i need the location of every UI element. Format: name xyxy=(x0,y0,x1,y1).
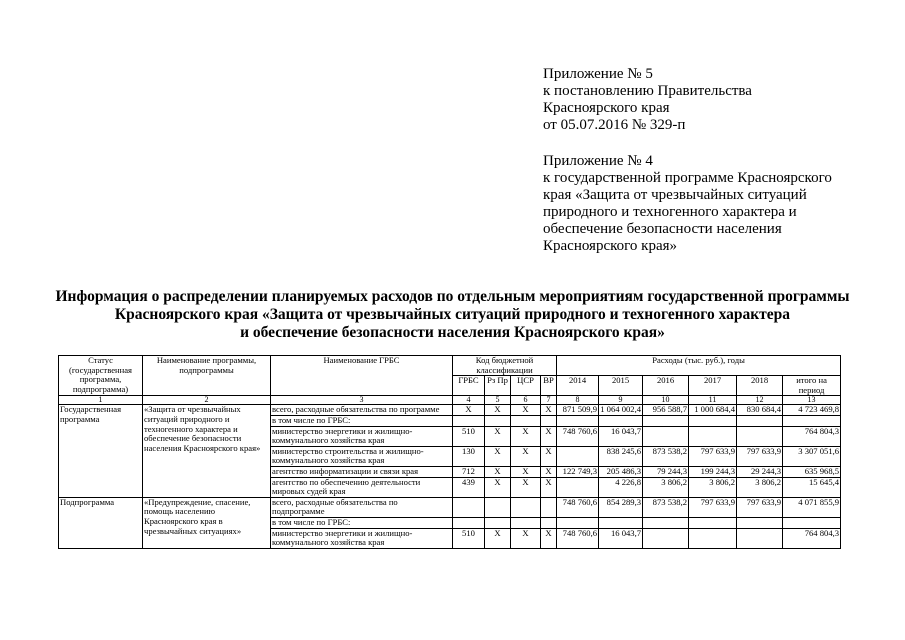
amount-cell: 4 071 855,9 xyxy=(783,497,841,517)
code-cell: X xyxy=(485,477,511,497)
header-year-2015: 2015 xyxy=(599,376,643,396)
header-grbs: Наименование ГРБС xyxy=(271,356,453,396)
amount-cell: 16 043,7 xyxy=(599,528,643,548)
amount-cell: 199 244,3 xyxy=(689,466,737,477)
appendix-5-line: к постановлению Правительства xyxy=(543,83,752,99)
header-name: Наименование программы, подпрограммы xyxy=(143,356,271,396)
code-cell xyxy=(511,415,541,426)
appendix-4-line: Красноярского края» xyxy=(543,238,678,254)
grbs-name-cell: министерство строительства и жилищно-коммунального хозяйства края xyxy=(271,446,453,466)
code-cell: X xyxy=(485,405,511,416)
amount-cell: 797 633,9 xyxy=(689,446,737,466)
amount-cell: 1 064 002,4 xyxy=(600,404,642,415)
amount-cell xyxy=(737,517,783,528)
amount-cell: 205 486,3 xyxy=(599,466,643,477)
grbs-name-cell: агентство информатизации и связи края xyxy=(271,466,453,477)
amount-cell: 4 723 469,8 xyxy=(783,405,841,416)
amount-cell: 122 749,3 xyxy=(557,466,599,477)
amount-cell: 3 806,2 xyxy=(689,477,737,497)
grbs-name-cell: министерство энергетики и жилищно-коммунального хозяйства края xyxy=(271,528,453,548)
column-index: 11 xyxy=(689,396,737,405)
code-cell: X xyxy=(485,528,511,548)
grbs-name-cell: агентство по обеспечению деятельности мировых судей края xyxy=(271,477,453,497)
code-cell: X xyxy=(511,466,541,477)
code-cell xyxy=(453,517,485,528)
budget-table xyxy=(58,355,841,549)
amount-cell xyxy=(689,528,737,548)
column-index: 7 xyxy=(541,396,557,405)
amount-cell: 748 760,6 xyxy=(557,497,599,517)
code-cell xyxy=(541,497,557,517)
amount-cell: 4 226,8 xyxy=(599,477,643,497)
code-cell: 510 xyxy=(453,528,485,548)
header-total: итого на период xyxy=(783,376,841,396)
amount-cell: 16 043,7 xyxy=(599,426,643,446)
column-index: 2 xyxy=(143,396,271,405)
code-cell: X xyxy=(511,405,541,416)
header-row xyxy=(59,356,841,376)
appendix-5-line: от 05.07.2016 № 329-п xyxy=(543,117,686,133)
amount-cell: 3 806,2 xyxy=(643,477,689,497)
grbs-name-cell: всего, расходные обязательства по подпрограмме xyxy=(271,497,453,517)
header-year-2014: 2014 xyxy=(557,376,599,396)
amount-cell xyxy=(643,517,689,528)
code-cell: X xyxy=(485,426,511,446)
amount-cell: 871 509,9 xyxy=(557,405,599,416)
header-year-2018: 2018 xyxy=(737,376,783,396)
amount-cell: 3 307 051,6 xyxy=(783,446,841,466)
code-cell xyxy=(485,497,511,517)
appendix-4-line: обеспечение безопасности населения xyxy=(543,221,782,237)
code-cell: 712 xyxy=(453,466,485,477)
code-cell: X xyxy=(511,477,541,497)
amount-cell: 854 289,3 xyxy=(599,497,643,517)
amount-cell: 79 244,3 xyxy=(643,466,689,477)
amount-cell xyxy=(737,426,783,446)
header-code: Код бюджетной классификации xyxy=(453,356,557,376)
program-name-cell: «Предупреждение, спасение, помощь населению Красноярского края в чрезвычайных ситуациях» xyxy=(143,497,271,548)
column-index: 5 xyxy=(485,396,511,405)
amount-cell: 29 244,3 xyxy=(737,466,783,477)
title-line: Информация о распределении планируемых расходов по отдельным мероприятиям государственной программы xyxy=(55,288,850,305)
column-index: 8 xyxy=(557,396,599,405)
amount-cell: 748 760,6 xyxy=(557,426,599,446)
code-cell: X xyxy=(511,528,541,548)
grbs-name-cell: в том числе по ГРБС: xyxy=(271,415,453,426)
header-vr: ВР xyxy=(541,376,557,396)
column-index: 13 xyxy=(783,396,841,405)
appendix-4-line: Приложение № 4 xyxy=(543,153,653,169)
amount-cell: 830 684,4 xyxy=(737,405,783,416)
table-row xyxy=(59,497,841,517)
status-cell: Государственная программа xyxy=(59,405,143,497)
amount-cell: 15 645,4 xyxy=(783,477,841,497)
code-cell xyxy=(511,517,541,528)
code-cell: X xyxy=(485,466,511,477)
program-name-cell: «Защита от чрезвычайных ситуаций природного и техногенного характера и обеспечение безопасности населения Красноярского края» xyxy=(143,405,271,497)
code-cell: X xyxy=(541,477,557,497)
header-grbs-code: ГРБС xyxy=(453,376,485,396)
amount-cell xyxy=(689,517,737,528)
header-rzpr: Рз Пр xyxy=(485,376,511,396)
amount-cell xyxy=(557,415,599,426)
amount-cell: 764 804,3 xyxy=(783,426,841,446)
code-cell: X xyxy=(541,405,557,416)
appendix-5-line: Красноярского края xyxy=(543,100,670,116)
grbs-name-cell: всего, расходные обязательства по программе xyxy=(271,405,453,416)
header-year-2016: 2016 xyxy=(643,376,689,396)
code-cell xyxy=(485,415,511,426)
appendix-4-line: края «Защита от чрезвычайных ситуаций xyxy=(543,187,807,203)
appendix-5-line: Приложение № 5 xyxy=(543,66,653,82)
amount-cell xyxy=(599,517,643,528)
code-cell xyxy=(453,497,485,517)
amount-cell: 748 760,6 xyxy=(557,528,599,548)
amount-cell xyxy=(557,477,599,497)
grbs-name-cell: министерство энергетики и жилищно-коммунального хозяйства края xyxy=(271,426,453,446)
amount-cell: 635 968,5 xyxy=(783,466,841,477)
code-cell: X xyxy=(453,405,485,416)
amount-cell xyxy=(557,517,599,528)
code-cell xyxy=(511,497,541,517)
header-year-2017: 2017 xyxy=(689,376,737,396)
code-cell xyxy=(541,517,557,528)
grbs-name-cell: в том числе по ГРБС: xyxy=(271,517,453,528)
amount-cell xyxy=(643,528,689,548)
column-index: 4 xyxy=(453,396,485,405)
code-cell: X xyxy=(541,528,557,548)
amount-cell: 1 000 684,4 xyxy=(689,405,737,416)
code-cell: X xyxy=(511,426,541,446)
amount-cell xyxy=(689,415,737,426)
column-index: 10 xyxy=(643,396,689,405)
title-line: и обеспечение безопасности населения Красноярского края» xyxy=(240,324,665,341)
code-cell: X xyxy=(485,446,511,466)
amount-cell: 797 633,9 xyxy=(689,497,737,517)
amount-cell: 838 245,6 xyxy=(599,446,643,466)
status-cell: Подпрограмма xyxy=(59,497,143,548)
amount-cell: 797 633,9 xyxy=(737,446,783,466)
amount-cell: 797 633,9 xyxy=(737,497,783,517)
code-cell: 130 xyxy=(453,446,485,466)
column-index: 3 xyxy=(271,396,453,405)
code-cell xyxy=(485,517,511,528)
appendix-5-header xyxy=(543,66,752,134)
amount-cell xyxy=(557,446,599,466)
amount-cell: 764 804,3 xyxy=(783,528,841,548)
amount-cell: 873 538,2 xyxy=(643,446,689,466)
column-index: 1 xyxy=(59,396,143,405)
amount-cell xyxy=(689,426,737,446)
column-index: 6 xyxy=(511,396,541,405)
amount-cell xyxy=(737,415,783,426)
code-cell: 439 xyxy=(453,477,485,497)
title-line: Красноярского края «Защита от чрезвычайных ситуаций природного и техногенного характера xyxy=(114,306,791,323)
amount-cell xyxy=(737,528,783,548)
appendix-4-header xyxy=(543,153,843,255)
amount-cell xyxy=(643,415,689,426)
code-cell: X xyxy=(511,446,541,466)
amount-cell xyxy=(783,415,841,426)
code-cell: X xyxy=(541,426,557,446)
amount-cell xyxy=(783,517,841,528)
header-csr: ЦСР xyxy=(511,376,541,396)
column-index-row xyxy=(59,396,841,405)
amount-cell: 956 588,7 xyxy=(643,405,689,416)
amount-cell: 3 806,2 xyxy=(737,477,783,497)
document-title xyxy=(20,288,885,342)
code-cell xyxy=(453,415,485,426)
column-index: 9 xyxy=(599,396,643,405)
code-cell: X xyxy=(541,466,557,477)
code-cell: 510 xyxy=(453,426,485,446)
appendix-4-line: природного и техногенного характера и xyxy=(543,204,797,220)
header-status: Статус (государственная программа, подпрограмма) xyxy=(59,356,143,396)
amount-cell xyxy=(643,426,689,446)
amount-cell: 873 538,2 xyxy=(643,497,689,517)
header-expenses: Расходы (тыс. руб.), годы xyxy=(557,356,841,376)
table-row xyxy=(59,405,841,416)
appendix-4-line: к государственной программе Красноярского xyxy=(543,170,832,186)
code-cell xyxy=(541,415,557,426)
amount-cell xyxy=(599,415,643,426)
column-index: 12 xyxy=(737,396,783,405)
code-cell: X xyxy=(541,446,557,466)
